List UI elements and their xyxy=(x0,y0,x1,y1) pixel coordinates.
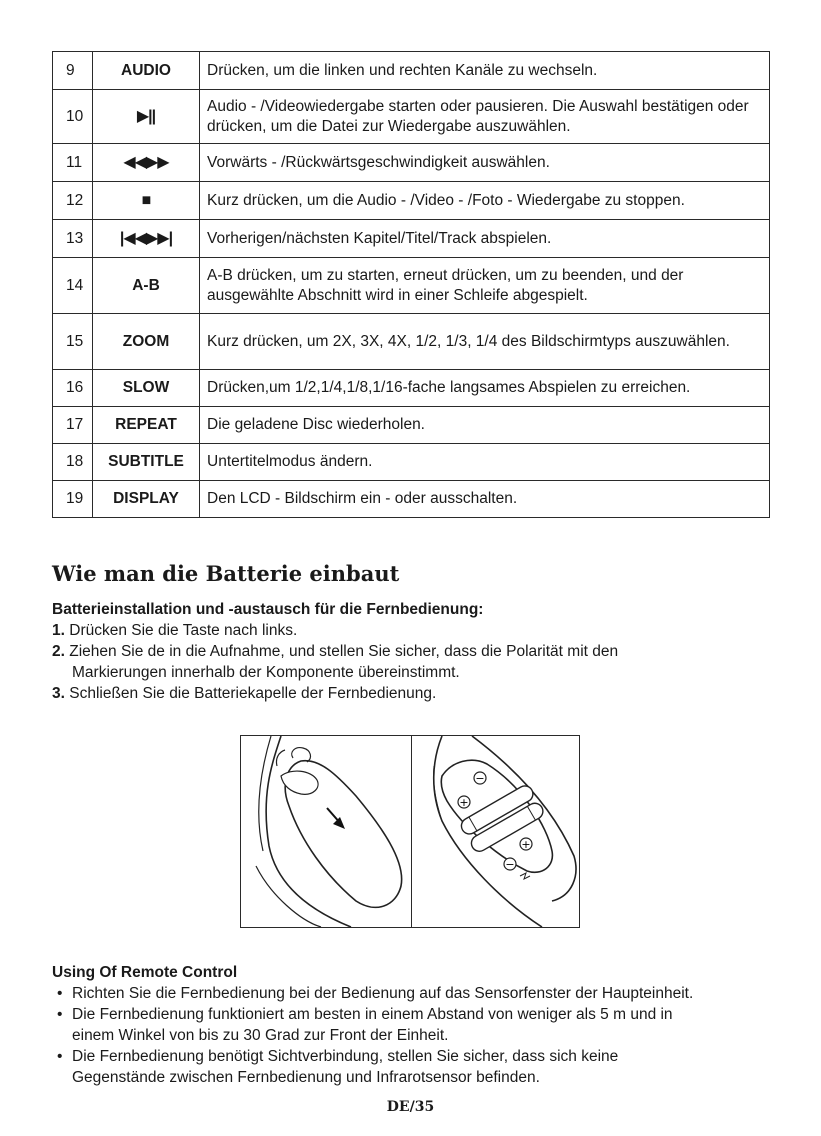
battery-section-title: Wie man die Batterie einbaut xyxy=(52,561,400,586)
key-description: Die geladene Disc wiederholen. xyxy=(200,407,770,444)
battery-subtitle: Batterieinstallation und -austausch für die Fernbedienung: xyxy=(52,601,484,618)
minus-sign: − xyxy=(505,858,515,871)
bullet-text: Die Fernbedienung funktioniert am besten in einem Abstand von weniger als 5 m und in xyxy=(72,1006,673,1023)
key-description: Drücken, um die linken und rechten Kanäle zu wechseln. xyxy=(200,52,770,90)
key-description: Kurz drücken, um 2X, 3X, 4X, 1/2, 1/3, 1/4 des Bildschirmtyps auszuwählen. xyxy=(200,314,770,370)
key-label: SLOW xyxy=(93,370,200,407)
bullet-icon: • xyxy=(57,985,63,1002)
table-row xyxy=(53,220,770,258)
step-number: 2. xyxy=(52,643,65,660)
battery-compartment-illustration xyxy=(412,736,582,927)
step-text: Ziehen Sie de in die Aufnahme, und stellen Sie sicher, dass die Polarität mit den xyxy=(69,643,619,660)
remote-key-table xyxy=(52,51,770,518)
bullet-icon: • xyxy=(57,1048,63,1065)
key-description: Audio - /Videowiedergabe starten oder pausieren. Die Auswahl bestätigen oder drücken, um die Datei zur Wiedergabe auszuwählen. xyxy=(200,90,770,144)
row-number: 11 xyxy=(53,144,93,182)
table-row xyxy=(53,370,770,407)
key-description: Kurz drücken, um die Audio - /Video - /Foto - Wiedergabe zu stoppen. xyxy=(200,182,770,220)
bullet-text-continued: einem Winkel von bis zu 30 Grad zur Front der Einheit. xyxy=(72,1027,449,1044)
battery-step xyxy=(52,620,772,641)
step-text-continued: Markierungen innerhalb der Komponente übereinstimmt. xyxy=(72,664,460,681)
key-description: Untertitelmodus ändern. xyxy=(200,444,770,481)
table-row xyxy=(53,144,770,182)
table-row xyxy=(53,90,770,144)
bullet-text: Die Fernbedienung benötigt Sichtverbindung, stellen Sie sicher, dass sich keine xyxy=(72,1048,619,1065)
remote-cover-illustration xyxy=(241,736,411,927)
key-description: Vorwärts - /Rückwärtsgeschwindigkeit auswählen. xyxy=(200,144,770,182)
bullet-text: Richten Sie die Fernbedienung bei der Bedienung auf das Sensorfenster der Haupteinheit. xyxy=(72,985,694,1002)
key-label: AUDIO xyxy=(93,52,200,90)
battery-step xyxy=(52,683,772,704)
row-number: 17 xyxy=(53,407,93,444)
table-row xyxy=(53,444,770,481)
key-description: Den LCD - Bildschirm ein - oder ausschalten. xyxy=(200,481,770,518)
row-number: 19 xyxy=(53,481,93,518)
rewind-forward-icon: ◀◀▶▶ xyxy=(93,144,200,182)
key-label: DISPLAY xyxy=(93,481,200,518)
step-text: Drücken Sie die Taste nach links. xyxy=(69,622,298,639)
page-number: DE/35 xyxy=(386,1099,435,1115)
key-label: REPEAT xyxy=(93,407,200,444)
table-row xyxy=(53,314,770,370)
step-number: 1. xyxy=(52,622,65,639)
key-label: SUBTITLE xyxy=(93,444,200,481)
table-row xyxy=(53,182,770,220)
remote-usage-title: Using Of Remote Control xyxy=(52,964,238,981)
minus-sign: − xyxy=(475,772,485,785)
row-number: 14 xyxy=(53,258,93,314)
bullet-icon: • xyxy=(57,1006,63,1023)
row-number: 9 xyxy=(53,52,93,90)
plus-sign: + xyxy=(459,796,469,809)
prev-next-icon: |◀◀▶▶| xyxy=(93,220,200,258)
remote-back-cover-icon xyxy=(241,736,411,927)
table-row xyxy=(53,258,770,314)
table-row xyxy=(53,407,770,444)
row-number: 15 xyxy=(53,314,93,370)
row-number: 13 xyxy=(53,220,93,258)
row-number: 18 xyxy=(53,444,93,481)
step-text: Schließen Sie die Batteriekapelle der Fernbedienung. xyxy=(69,685,437,702)
list-item xyxy=(52,1046,782,1088)
battery-compartment-icon xyxy=(412,736,580,927)
row-number: 16 xyxy=(53,370,93,407)
stop-icon: ■ xyxy=(93,182,200,220)
table-row xyxy=(53,481,770,518)
row-number: 12 xyxy=(53,182,93,220)
bullet-text-continued: Gegenstände zwischen Fernbedienung und Infrarotsensor befinden. xyxy=(72,1069,540,1086)
list-item xyxy=(52,1004,782,1046)
key-label: ZOOM xyxy=(93,314,200,370)
key-label: A-B xyxy=(93,258,200,314)
play-pause-icon: ▶|| xyxy=(93,90,200,144)
battery-illustration xyxy=(240,735,580,928)
key-description: A-B drücken, um zu starten, erneut drücken, um zu beenden, und der ausgewählte Abschnitt wird in einer Schleife abgespielt. xyxy=(200,258,770,314)
list-item xyxy=(52,983,782,1004)
step-number: 3. xyxy=(52,685,65,702)
plus-sign: + xyxy=(521,838,531,851)
row-number: 10 xyxy=(53,90,93,144)
key-description: Drücken,um 1/2,1/4,1/8,1/16-fache langsames Abspielen zu erreichen. xyxy=(200,370,770,407)
battery-step xyxy=(52,641,772,683)
key-description: Vorherigen/nächsten Kapitel/Titel/Track abspielen. xyxy=(200,220,770,258)
table-row xyxy=(53,52,770,90)
